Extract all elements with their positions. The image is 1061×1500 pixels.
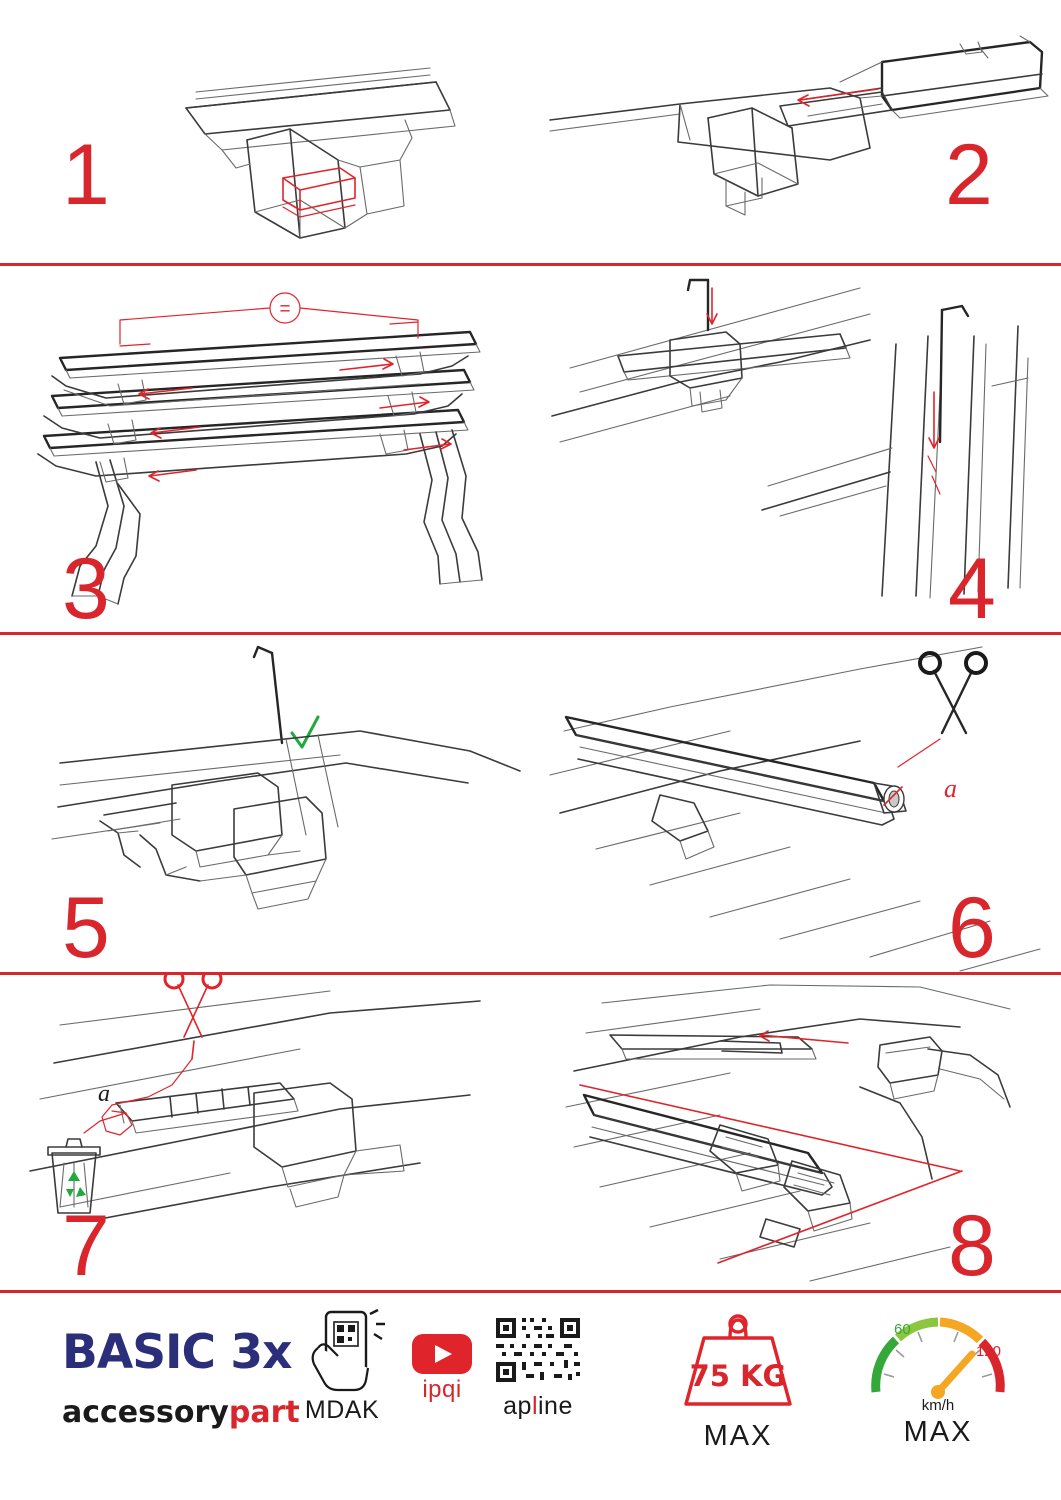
step-number-1: 1 [62,127,108,223]
speed-tick-120: 120 [976,1343,1002,1360]
brand-name-first: accessory [62,1395,229,1430]
step-panel-4 [530,266,1061,632]
brand-name [62,1395,300,1430]
youtube-icon [398,1328,486,1376]
svg-text:=: = [279,299,291,320]
step-number-4: 4 [948,541,994,632]
step-panel-8 [530,975,1061,1290]
product-name-text: BASIC 3x [62,1325,292,1380]
qr-scan-hand-icon [288,1308,396,1396]
step-panel-7 [0,975,530,1290]
qr-code-icon [478,1312,598,1392]
weight-icon [648,1304,828,1414]
scissors-icon-red [165,975,221,1059]
speedometer-icon [848,1300,1028,1414]
logo-label-apline: apline [503,1392,573,1420]
label-a-step7: a [98,1081,110,1107]
max-load-indicator [648,1304,828,1453]
logo-ipqi [398,1328,486,1404]
step-panel-3 [0,266,530,632]
step-number-6: 6 [948,880,994,972]
brand-name-second: part [228,1395,300,1430]
step-number-7: 7 [62,1198,108,1290]
speed-unit: km/h [921,1397,955,1414]
logo-label-mdak: MDAK [304,1396,380,1424]
step-number-8: 8 [948,1198,994,1290]
logo-apline [478,1312,598,1421]
logo-label-ipqi: ipqi [422,1376,462,1403]
step-number-3: 3 [62,541,108,632]
max-speed-indicator [848,1300,1028,1449]
label-a-step6: a [944,774,957,803]
step-panel-1 [0,0,530,263]
step-panel-5 [0,635,530,972]
max-load-caption: MAX [703,1420,773,1452]
max-load-value: 75 KG [689,1359,787,1393]
product-name [62,1325,291,1380]
step-panel-6 [530,635,1061,972]
step-number-2: 2 [945,127,991,223]
speed-tick-60: 60 [894,1321,911,1338]
footer [0,1290,1061,1500]
step-number-5: 5 [62,880,108,972]
max-speed-caption: MAX [903,1416,973,1448]
scissors-icon [920,653,986,733]
step-panel-2 [530,0,1061,263]
logo-mdak [288,1308,396,1425]
